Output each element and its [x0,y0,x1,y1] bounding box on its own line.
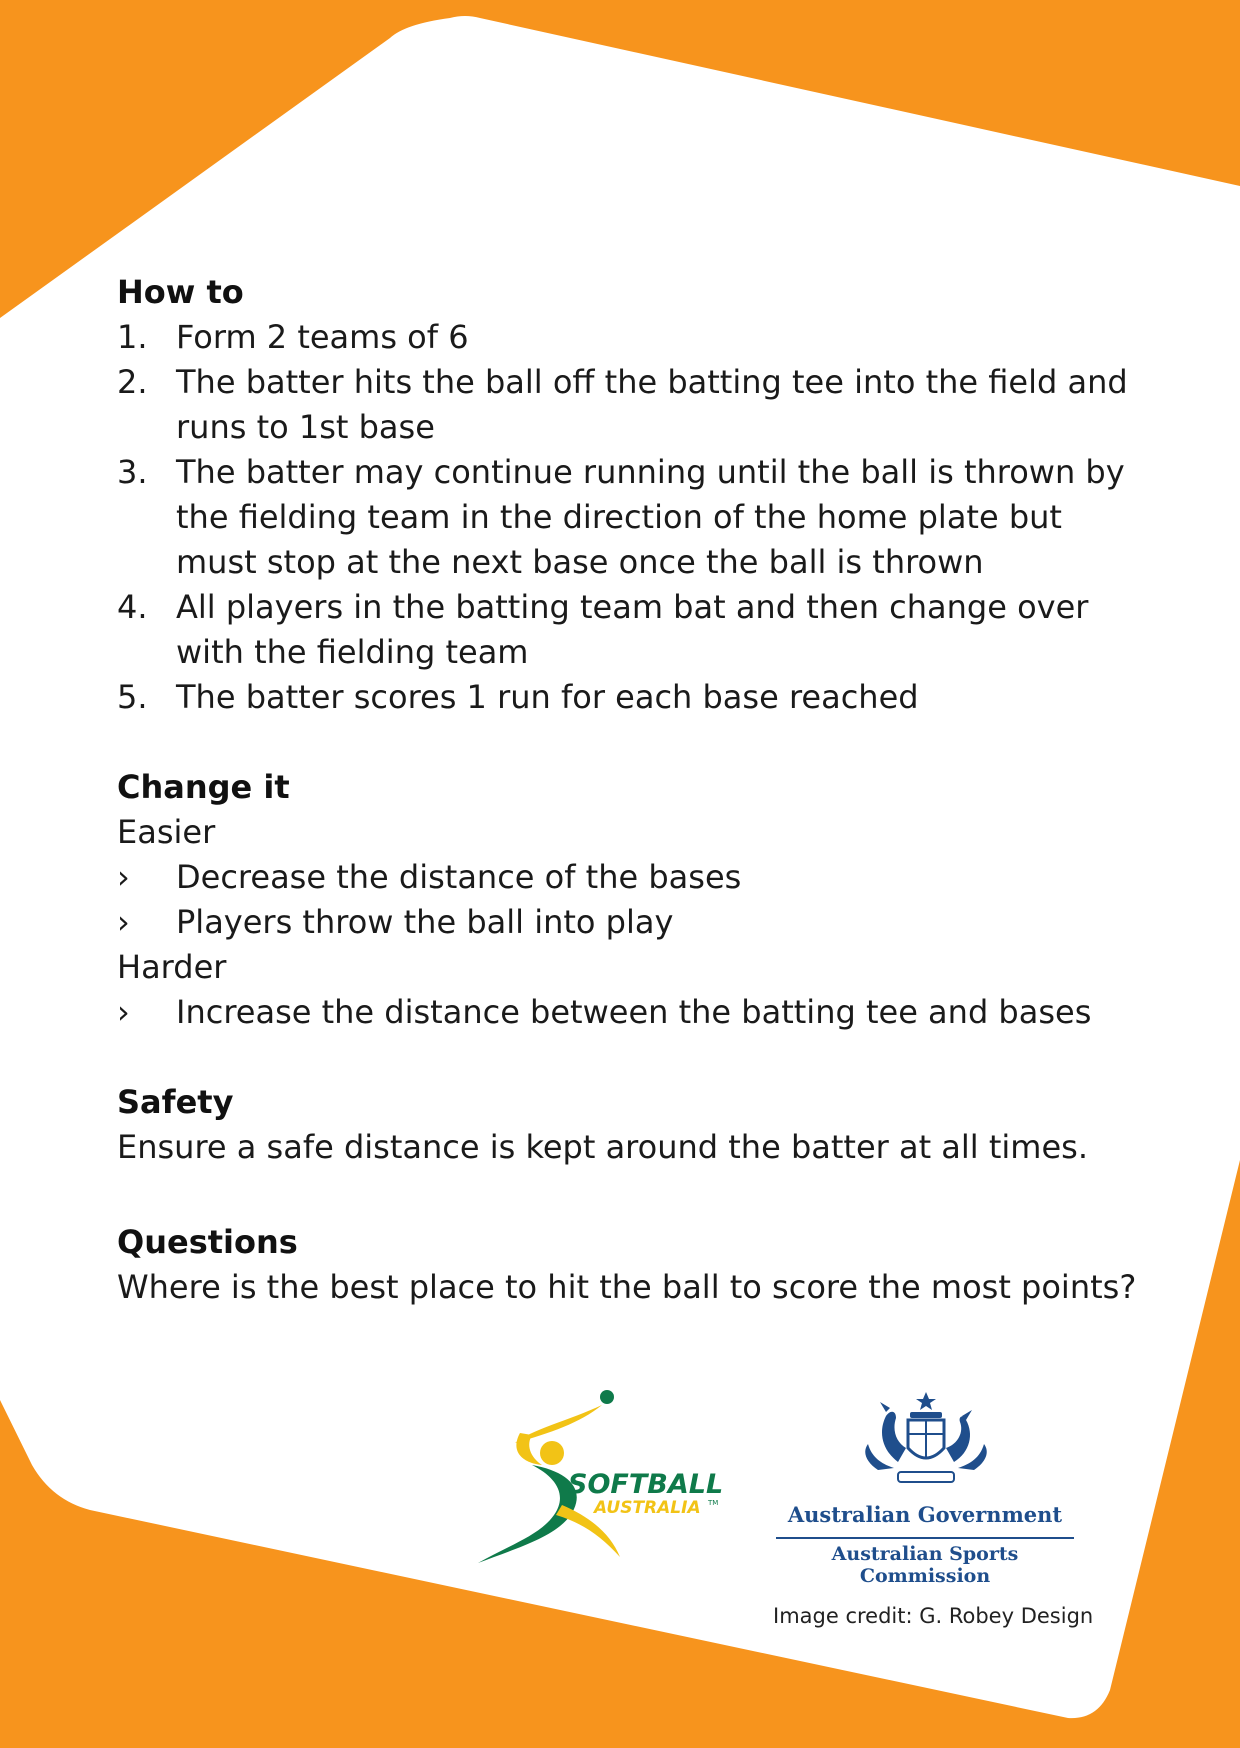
activity-card-content [117,270,1137,1310]
divider [776,1537,1074,1539]
list-marker: 4. [117,588,148,626]
easier-text: Players throw the ball into play [176,903,674,941]
how-to-steps [117,315,1137,720]
easier-label: Easier [117,813,216,851]
list-item [117,675,1137,720]
questions-text: Where is the best place to hit the ball to score the most points? [117,1268,1137,1306]
chevron-right-icon: › [117,903,130,941]
chevron-right-icon: › [117,993,130,1031]
harder-text: Increase the distance between the batting tee and bases [176,993,1092,1031]
image-credit: Image credit: G. Robey Design [773,1604,1094,1628]
questions-heading: Questions [117,1223,298,1261]
section-gap [117,1170,1137,1220]
step-text: All players in the batting team bat and then change over with the fielding team [176,588,1089,671]
list-item [117,900,1137,945]
list-marker: 2. [117,363,148,401]
easier-list [117,855,1137,945]
step-text: The batter scores 1 run for each base reached [176,678,919,716]
section-gap [117,720,1137,765]
softball-wordmark: SOFTBALL [568,1469,724,1500]
safety-heading: Safety [117,1083,234,1121]
sports-commission-title: Australian Sports Commission [831,1543,1019,1587]
harder-label: Harder [117,948,227,986]
list-marker: 5. [117,678,148,716]
list-marker: 3. [117,453,148,491]
step-text: The batter may continue running until the ball is thrown by the fielding team in the direction of the home plate but must stop at the next base once the ball is thrown [176,453,1125,581]
list-item [117,450,1137,585]
how-to-heading: How to [117,273,244,311]
change-it-heading: Change it [117,768,290,806]
government-title: Australian Government [787,1502,1063,1527]
list-item [117,360,1137,450]
safety-text: Ensure a safe distance is kept around the batter at all times. [117,1128,1088,1166]
step-text: Form 2 teams of 6 [176,318,469,356]
list-marker: 1. [117,318,148,356]
list-item [117,855,1137,900]
list-item [117,585,1137,675]
easier-text: Decrease the distance of the bases [176,858,742,896]
coat-of-arms-icon [858,1390,994,1490]
step-text: The batter hits the ball off the batting tee into the field and runs to 1st base [176,363,1128,446]
list-item [117,990,1137,1035]
harder-list [117,990,1137,1035]
trademark-mark: TM [708,1499,719,1507]
chevron-right-icon: › [117,858,130,896]
softball-australia-logo [470,1385,730,1565]
list-item [117,315,1137,360]
australian-government-logo [770,1390,1080,1587]
australia-wordmark: AUSTRALIA [594,1498,701,1518]
section-gap [117,1035,1137,1080]
